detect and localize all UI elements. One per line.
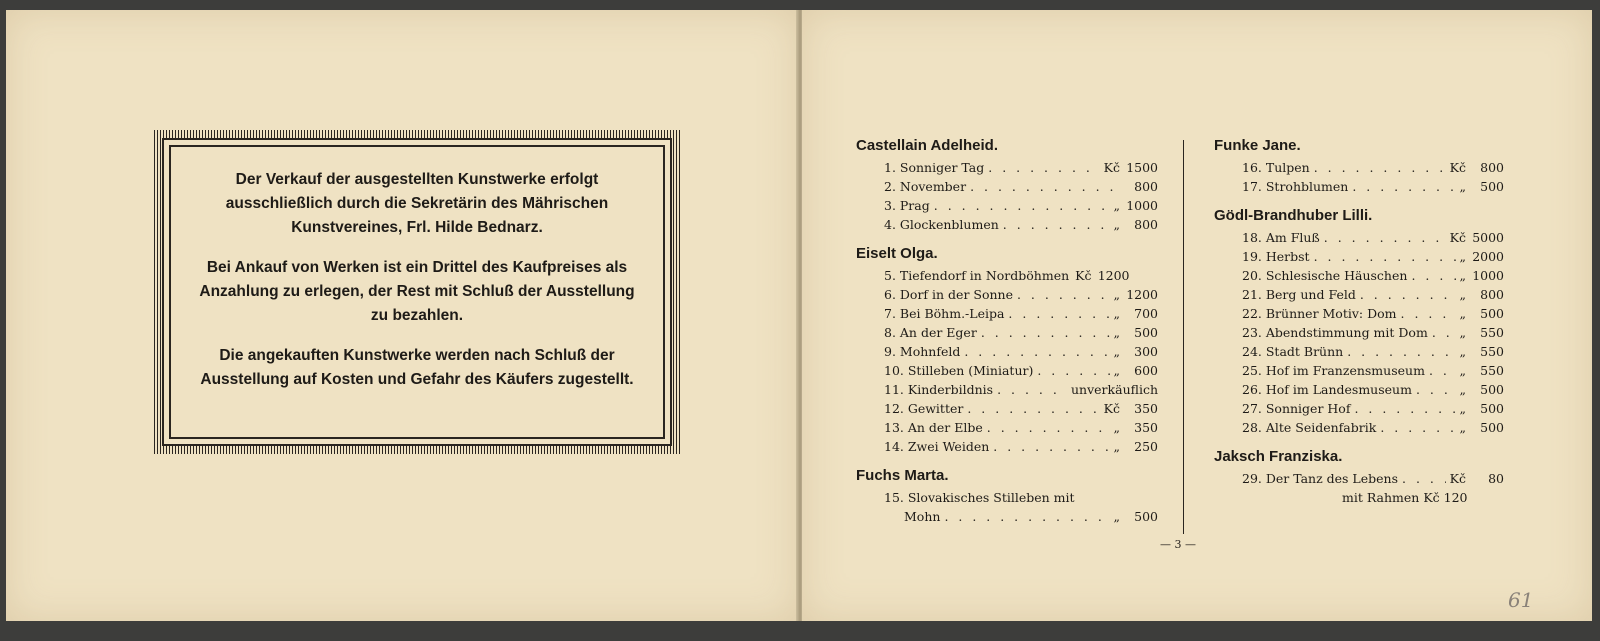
catalog-item: 19. Herbst . . . „ 2000 <box>1214 247 1504 266</box>
artist-name: Castellain Adelheid. <box>856 137 998 154</box>
artist-name: Funke Jane. <box>1214 137 1301 154</box>
catalog-item: Mohn . . . „ 500 <box>856 507 1158 526</box>
catalog-item: 13. An der Elbe . . . „ 350 <box>856 418 1158 437</box>
catalog-item: 2. November . . . 800 <box>856 177 1158 196</box>
catalog-item: 26. Hof im Landesmuseum . . . „ 500 <box>1214 380 1504 399</box>
artist-name: Gödl-Brandhuber Lilli. <box>1214 207 1373 224</box>
catalog-item: 20. Schlesische Häuschen . . . „ 1000 <box>1214 266 1504 285</box>
pencil-annotation: 61 <box>1508 588 1534 612</box>
catalog-item: 10. Stilleben (Miniatur) . . . „ 600 <box>856 361 1158 380</box>
catalog-item: 6. Dorf in der Sonne . . . „ 1200 <box>856 285 1158 304</box>
page-number: — 3 — <box>1160 538 1196 551</box>
catalog-item: 4. Glockenblumen . . . „ 800 <box>856 215 1158 234</box>
catalog-item: 18. Am Fluß . . . Kč 5000 <box>1214 228 1504 247</box>
catalog-item: 3. Prag . . . „ 1000 <box>856 196 1158 215</box>
column-divider <box>1183 140 1184 534</box>
artist-name: Eiselt Olga. <box>856 245 938 262</box>
catalog-column-left <box>856 134 1158 526</box>
catalog-item: 7. Bei Böhm.-Leipa . . . „ 700 <box>856 304 1158 323</box>
notice-paragraph-2: Bei Ankauf von Werken ist ein Drittel des Kaufpreises als Anzahlung zu erlegen, der Rest mit Schluß der Ausstellung zu bezahlen. <box>199 259 635 324</box>
catalog-item: 8. An der Eger . . . „ 500 <box>856 323 1158 342</box>
notice-box <box>154 130 680 454</box>
notice-paragraph-3: Die angekauften Kunstwerke werden nach Schluß der Ausstellung auf Kosten und Gefahr des Käufers zugestellt. <box>200 347 634 388</box>
catalog-item: 14. Zwei Weiden . . . „ 250 <box>856 437 1158 456</box>
catalog-item: 17. Strohblumen . . . „ 500 <box>1214 177 1504 196</box>
catalog-item: 5. Tiefendorf in Nordböhmen Kč 1200 <box>884 268 1130 283</box>
catalog-item: 1. Sonniger Tag . . . Kč 1500 <box>856 158 1158 177</box>
catalog-item: 25. Hof im Franzensmuseum . . . „ 550 <box>1214 361 1504 380</box>
catalog-item: 9. Mohnfeld . . . „ 300 <box>856 342 1158 361</box>
catalog-item: 11. Kinderbildnis . . . unverkäuflich <box>856 380 1158 399</box>
artist-name: Fuchs Marta. <box>856 467 949 484</box>
catalog-item: 16. Tulpen . . . Kč 800 <box>1214 158 1504 177</box>
catalog-item: 29. Der Tanz des Lebens . . . Kč 80 <box>1214 469 1504 488</box>
catalog-item: 15. Slovakisches Stilleben mit <box>884 490 1075 505</box>
notice-paragraph-1: Der Verkauf der ausgestellten Kunstwerke erfolgt ausschließlich durch die Sekretärin des Mährischen Kunstvereines, Frl. Hilde Bednarz. <box>225 171 609 236</box>
catalog-item: 21. Berg und Feld . . . „ 800 <box>1214 285 1504 304</box>
catalog-item: 27. Sonniger Hof . . . „ 500 <box>1214 399 1504 418</box>
catalog-column-right <box>1214 134 1504 507</box>
catalog-item: 28. Alte Seidenfabrik . . . „ 500 <box>1214 418 1504 437</box>
catalog-item: 23. Abendstimmung mit Dom . . . „ 550 <box>1214 323 1504 342</box>
catalog-item: 24. Stadt Brünn . . . „ 550 <box>1214 342 1504 361</box>
notice-text <box>162 138 672 446</box>
catalog-item: 12. Gewitter . . . Kč 350 <box>856 399 1158 418</box>
artist-name: Jaksch Franziska. <box>1214 448 1343 465</box>
catalog-item: mit Rahmen Kč 120 <box>1342 490 1468 505</box>
catalog-item: 22. Brünner Motiv: Dom . . . „ 500 <box>1214 304 1504 323</box>
